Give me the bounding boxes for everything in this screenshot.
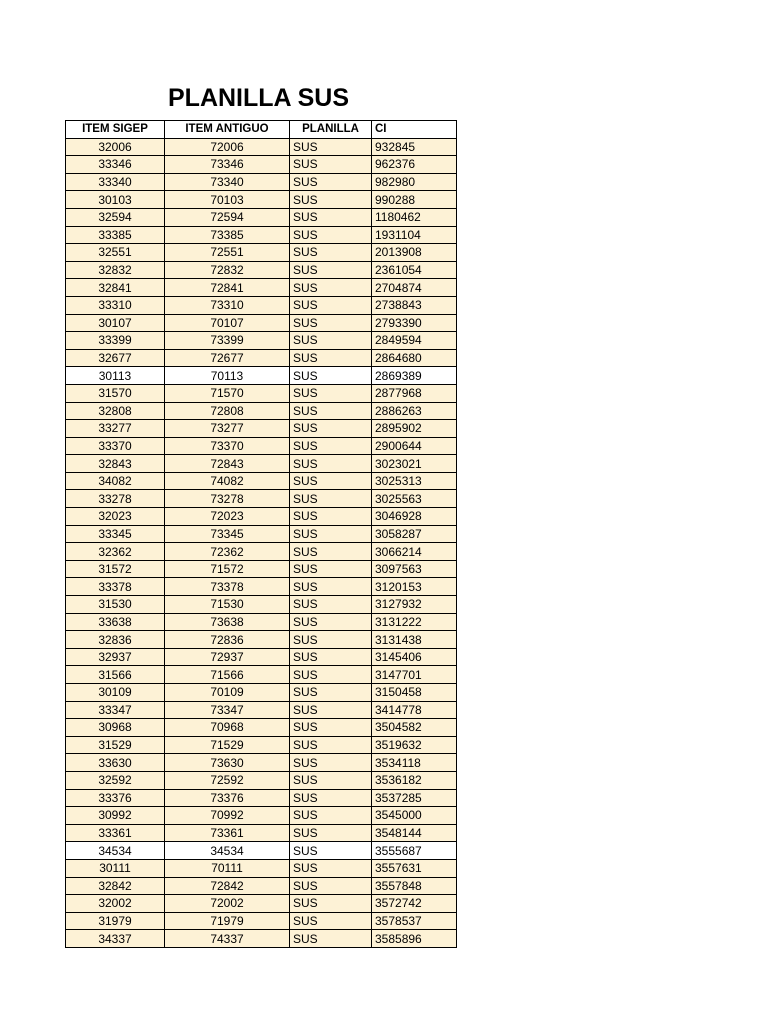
cell-item-antiguo[interactable]: 73385 — [165, 226, 290, 244]
cell-item-sigep[interactable]: 33278 — [66, 490, 165, 508]
table-row — [66, 543, 457, 561]
cell-planilla[interactable]: SUS — [290, 859, 372, 877]
cell-ci[interactable]: 2869389 — [372, 367, 457, 385]
cell-ci[interactable]: 962376 — [372, 156, 457, 174]
cell-item-sigep[interactable]: 33638 — [66, 613, 165, 631]
cell-ci[interactable]: 3066214 — [372, 543, 457, 561]
cell-item-antiguo[interactable]: 73310 — [165, 296, 290, 314]
cell-ci[interactable]: 3414778 — [372, 701, 457, 719]
cell-planilla[interactable]: SUS — [290, 648, 372, 666]
cell-item-antiguo[interactable]: 72808 — [165, 402, 290, 420]
cell-planilla[interactable]: SUS — [290, 314, 372, 332]
cell-item-antiguo[interactable]: 72023 — [165, 508, 290, 526]
cell-item-sigep[interactable]: 33340 — [66, 173, 165, 191]
cell-ci[interactable]: 3025563 — [372, 490, 457, 508]
cell-item-antiguo[interactable]: 70992 — [165, 807, 290, 825]
table-row — [66, 895, 457, 913]
cell-item-sigep[interactable]: 33399 — [66, 332, 165, 350]
cell-planilla[interactable]: SUS — [290, 631, 372, 649]
cell-item-sigep[interactable]: 30109 — [66, 684, 165, 702]
cell-item-sigep[interactable]: 33376 — [66, 789, 165, 807]
cell-ci[interactable]: 2738843 — [372, 296, 457, 314]
cell-planilla[interactable]: SUS — [290, 719, 372, 737]
table-row — [66, 296, 457, 314]
planilla-table — [65, 120, 457, 948]
cell-planilla[interactable]: SUS — [290, 384, 372, 402]
cell-item-sigep[interactable]: 31572 — [66, 560, 165, 578]
cell-planilla[interactable]: SUS — [290, 508, 372, 526]
cell-item-antiguo[interactable]: 70111 — [165, 859, 290, 877]
table-row — [66, 789, 457, 807]
header-item-sigep[interactable]: ITEM SIGEP — [66, 121, 165, 139]
cell-planilla[interactable]: SUS — [290, 349, 372, 367]
cell-planilla[interactable]: SUS — [290, 525, 372, 543]
header-item-antiguo[interactable]: ITEM ANTIGUO — [165, 121, 290, 139]
cell-item-antiguo[interactable]: 72677 — [165, 349, 290, 367]
cell-item-antiguo[interactable]: 72836 — [165, 631, 290, 649]
cell-item-antiguo[interactable]: 70113 — [165, 367, 290, 385]
cell-ci[interactable]: 3537285 — [372, 789, 457, 807]
table-row — [66, 455, 457, 473]
cell-item-sigep[interactable]: 31979 — [66, 912, 165, 930]
cell-ci[interactable]: 2849594 — [372, 332, 457, 350]
cell-planilla[interactable]: SUS — [290, 754, 372, 772]
cell-item-antiguo[interactable]: 72592 — [165, 771, 290, 789]
cell-item-sigep[interactable]: 30107 — [66, 314, 165, 332]
cell-item-sigep[interactable]: 32551 — [66, 244, 165, 262]
cell-item-sigep[interactable]: 33385 — [66, 226, 165, 244]
cell-ci[interactable]: 2877968 — [372, 384, 457, 402]
cell-ci[interactable]: 3557631 — [372, 859, 457, 877]
cell-ci[interactable]: 982980 — [372, 173, 457, 191]
cell-item-sigep[interactable]: 33277 — [66, 420, 165, 438]
cell-planilla[interactable]: SUS — [290, 895, 372, 913]
cell-item-antiguo[interactable]: 72832 — [165, 261, 290, 279]
table-row — [66, 420, 457, 438]
cell-ci[interactable]: 3150458 — [372, 684, 457, 702]
table-row — [66, 930, 457, 948]
table-row — [66, 472, 457, 490]
cell-item-antiguo[interactable]: 72551 — [165, 244, 290, 262]
cell-item-antiguo[interactable]: 72362 — [165, 543, 290, 561]
cell-planilla[interactable]: SUS — [290, 279, 372, 297]
cell-planilla[interactable]: SUS — [290, 472, 372, 490]
cell-item-sigep[interactable]: 31570 — [66, 384, 165, 402]
cell-item-sigep[interactable]: 34337 — [66, 930, 165, 948]
cell-ci[interactable]: 2895902 — [372, 420, 457, 438]
cell-item-antiguo[interactable]: 34534 — [165, 842, 290, 860]
cell-planilla[interactable]: SUS — [290, 367, 372, 385]
table-row — [66, 648, 457, 666]
table-row — [66, 261, 457, 279]
table-row — [66, 244, 457, 262]
cell-ci[interactable]: 990288 — [372, 191, 457, 209]
cell-planilla[interactable]: SUS — [290, 543, 372, 561]
cell-item-sigep[interactable]: 32002 — [66, 895, 165, 913]
cell-ci[interactable]: 3548144 — [372, 824, 457, 842]
cell-planilla[interactable]: SUS — [290, 560, 372, 578]
table-row — [66, 578, 457, 596]
table-row — [66, 824, 457, 842]
cell-item-sigep[interactable]: 32023 — [66, 508, 165, 526]
cell-planilla[interactable]: SUS — [290, 191, 372, 209]
table-row — [66, 226, 457, 244]
cell-item-antiguo[interactable]: 73378 — [165, 578, 290, 596]
table-row — [66, 279, 457, 297]
cell-item-antiguo[interactable]: 73340 — [165, 173, 290, 191]
table-row — [66, 560, 457, 578]
cell-planilla[interactable]: SUS — [290, 666, 372, 684]
cell-item-antiguo[interactable]: 73370 — [165, 437, 290, 455]
table-row — [66, 684, 457, 702]
cell-item-sigep[interactable]: 30968 — [66, 719, 165, 737]
cell-planilla[interactable]: SUS — [290, 613, 372, 631]
cell-ci[interactable]: 3557848 — [372, 877, 457, 895]
table-row — [66, 191, 457, 209]
cell-item-sigep[interactable]: 33361 — [66, 824, 165, 842]
cell-item-sigep[interactable]: 32006 — [66, 138, 165, 156]
cell-item-antiguo[interactable]: 74082 — [165, 472, 290, 490]
cell-planilla[interactable]: SUS — [290, 701, 372, 719]
table-row — [66, 613, 457, 631]
cell-planilla[interactable]: SUS — [290, 912, 372, 930]
cell-item-sigep[interactable]: 30103 — [66, 191, 165, 209]
cell-item-antiguo[interactable]: 73277 — [165, 420, 290, 438]
cell-ci[interactable]: 2864680 — [372, 349, 457, 367]
cell-item-antiguo[interactable]: 70107 — [165, 314, 290, 332]
cell-item-antiguo[interactable]: 71566 — [165, 666, 290, 684]
cell-ci[interactable]: 1931104 — [372, 226, 457, 244]
cell-planilla[interactable]: SUS — [290, 437, 372, 455]
cell-item-antiguo[interactable]: 72841 — [165, 279, 290, 297]
cell-item-antiguo[interactable]: 70968 — [165, 719, 290, 737]
cell-planilla[interactable]: SUS — [290, 578, 372, 596]
cell-planilla[interactable]: SUS — [290, 156, 372, 174]
cell-item-sigep[interactable]: 33630 — [66, 754, 165, 772]
page-title: PLANILLA SUS — [168, 84, 350, 112]
cell-planilla[interactable]: SUS — [290, 877, 372, 895]
cell-ci[interactable]: 2793390 — [372, 314, 457, 332]
cell-item-antiguo[interactable]: 72002 — [165, 895, 290, 913]
cell-ci[interactable]: 932845 — [372, 138, 457, 156]
cell-ci[interactable]: 3147701 — [372, 666, 457, 684]
cell-ci[interactable]: 3131438 — [372, 631, 457, 649]
cell-planilla[interactable]: SUS — [290, 490, 372, 508]
cell-item-antiguo[interactable]: 73278 — [165, 490, 290, 508]
cell-item-antiguo[interactable]: 72594 — [165, 208, 290, 226]
header-ci[interactable]: CI — [372, 121, 457, 139]
table-row — [66, 877, 457, 895]
cell-item-sigep[interactable]: 33347 — [66, 701, 165, 719]
table-row — [66, 490, 457, 508]
table-row — [66, 173, 457, 191]
cell-item-sigep[interactable]: 33310 — [66, 296, 165, 314]
table-row — [66, 719, 457, 737]
cell-item-antiguo[interactable]: 73399 — [165, 332, 290, 350]
table-row — [66, 367, 457, 385]
cell-ci[interactable]: 3097563 — [372, 560, 457, 578]
cell-item-sigep[interactable]: 32677 — [66, 349, 165, 367]
cell-ci[interactable]: 3545000 — [372, 807, 457, 825]
table-row — [66, 508, 457, 526]
table-row — [66, 807, 457, 825]
cell-item-sigep[interactable]: 32841 — [66, 279, 165, 297]
cell-item-antiguo[interactable]: 73361 — [165, 824, 290, 842]
table-row — [66, 701, 457, 719]
cell-ci[interactable]: 3058287 — [372, 525, 457, 543]
cell-ci[interactable]: 2361054 — [372, 261, 457, 279]
cell-item-antiguo[interactable]: 71530 — [165, 596, 290, 614]
cell-item-sigep[interactable]: 32808 — [66, 402, 165, 420]
cell-ci[interactable]: 2886263 — [372, 402, 457, 420]
table-row — [66, 842, 457, 860]
cell-planilla[interactable]: SUS — [290, 596, 372, 614]
table-row — [66, 384, 457, 402]
cell-planilla[interactable]: SUS — [290, 736, 372, 754]
cell-planilla[interactable]: SUS — [290, 684, 372, 702]
cell-item-antiguo[interactable]: 71570 — [165, 384, 290, 402]
cell-planilla[interactable]: SUS — [290, 420, 372, 438]
cell-item-antiguo[interactable]: 74337 — [165, 930, 290, 948]
cell-item-sigep[interactable]: 31529 — [66, 736, 165, 754]
cell-planilla[interactable]: SUS — [290, 930, 372, 948]
table-row — [66, 631, 457, 649]
table-row — [66, 349, 457, 367]
cell-item-sigep[interactable]: 32832 — [66, 261, 165, 279]
cell-item-antiguo[interactable]: 71979 — [165, 912, 290, 930]
cell-item-sigep[interactable]: 32937 — [66, 648, 165, 666]
cell-planilla[interactable]: SUS — [290, 296, 372, 314]
table-row — [66, 437, 457, 455]
cell-item-antiguo[interactable]: 73638 — [165, 613, 290, 631]
cell-item-sigep[interactable]: 32836 — [66, 631, 165, 649]
cell-ci[interactable]: 3023021 — [372, 455, 457, 473]
cell-item-antiguo[interactable]: 70109 — [165, 684, 290, 702]
cell-planilla[interactable]: SUS — [290, 807, 372, 825]
cell-planilla[interactable]: SUS — [290, 208, 372, 226]
cell-ci[interactable]: 1180462 — [372, 208, 457, 226]
cell-item-sigep[interactable]: 33378 — [66, 578, 165, 596]
cell-item-sigep[interactable]: 31530 — [66, 596, 165, 614]
cell-item-antiguo[interactable]: 73346 — [165, 156, 290, 174]
cell-item-sigep[interactable]: 33345 — [66, 525, 165, 543]
cell-ci[interactable]: 3585896 — [372, 930, 457, 948]
cell-planilla[interactable]: SUS — [290, 455, 372, 473]
cell-ci[interactable]: 3536182 — [372, 771, 457, 789]
cell-item-sigep[interactable]: 32362 — [66, 543, 165, 561]
cell-ci[interactable]: 3025313 — [372, 472, 457, 490]
header-row — [66, 121, 457, 139]
cell-planilla[interactable]: SUS — [290, 842, 372, 860]
cell-item-sigep[interactable]: 30111 — [66, 859, 165, 877]
table-row — [66, 596, 457, 614]
cell-item-sigep[interactable]: 31566 — [66, 666, 165, 684]
cell-item-antiguo[interactable]: 72006 — [165, 138, 290, 156]
table-row — [66, 332, 457, 350]
cell-item-antiguo[interactable]: 70103 — [165, 191, 290, 209]
cell-item-antiguo[interactable]: 73630 — [165, 754, 290, 772]
table-row — [66, 912, 457, 930]
cell-ci[interactable]: 3572742 — [372, 895, 457, 913]
cell-planilla[interactable]: SUS — [290, 226, 372, 244]
cell-item-antiguo[interactable]: 72937 — [165, 648, 290, 666]
table-row — [66, 402, 457, 420]
cell-ci[interactable]: 3504582 — [372, 719, 457, 737]
cell-ci[interactable]: 3131222 — [372, 613, 457, 631]
cell-item-sigep[interactable]: 34082 — [66, 472, 165, 490]
cell-item-antiguo[interactable]: 73345 — [165, 525, 290, 543]
cell-ci[interactable]: 3555687 — [372, 842, 457, 860]
header-planilla[interactable]: PLANILLA — [290, 121, 372, 139]
table-row — [66, 666, 457, 684]
cell-ci[interactable]: 3127932 — [372, 596, 457, 614]
cell-ci[interactable]: 3534118 — [372, 754, 457, 772]
table-row — [66, 156, 457, 174]
cell-planilla[interactable]: SUS — [290, 824, 372, 842]
cell-item-antiguo[interactable]: 72842 — [165, 877, 290, 895]
cell-item-antiguo[interactable]: 71572 — [165, 560, 290, 578]
cell-item-antiguo[interactable]: 73347 — [165, 701, 290, 719]
table-row — [66, 314, 457, 332]
cell-ci[interactable]: 3145406 — [372, 648, 457, 666]
cell-item-antiguo[interactable]: 72843 — [165, 455, 290, 473]
cell-item-sigep[interactable]: 32842 — [66, 877, 165, 895]
table-row — [66, 754, 457, 772]
table-row — [66, 208, 457, 226]
cell-ci[interactable]: 3578537 — [372, 912, 457, 930]
table-row — [66, 525, 457, 543]
table-row — [66, 859, 457, 877]
cell-planilla[interactable]: SUS — [290, 173, 372, 191]
cell-planilla[interactable]: SUS — [290, 332, 372, 350]
cell-ci[interactable]: 3120153 — [372, 578, 457, 596]
cell-planilla[interactable]: SUS — [290, 789, 372, 807]
cell-item-sigep[interactable]: 32843 — [66, 455, 165, 473]
cell-planilla[interactable]: SUS — [290, 261, 372, 279]
cell-planilla[interactable]: SUS — [290, 402, 372, 420]
table-row — [66, 736, 457, 754]
cell-ci[interactable]: 2704874 — [372, 279, 457, 297]
cell-item-sigep[interactable]: 32592 — [66, 771, 165, 789]
cell-item-antiguo[interactable]: 73376 — [165, 789, 290, 807]
cell-planilla[interactable]: SUS — [290, 138, 372, 156]
table-body — [66, 138, 457, 947]
table-row — [66, 138, 457, 156]
cell-item-sigep[interactable]: 30992 — [66, 807, 165, 825]
cell-ci[interactable]: 3046928 — [372, 508, 457, 526]
cell-item-sigep[interactable]: 32594 — [66, 208, 165, 226]
cell-planilla[interactable]: SUS — [290, 244, 372, 262]
cell-ci[interactable]: 3519632 — [372, 736, 457, 754]
cell-item-antiguo[interactable]: 71529 — [165, 736, 290, 754]
cell-ci[interactable]: 2013908 — [372, 244, 457, 262]
cell-item-sigep[interactable]: 33346 — [66, 156, 165, 174]
cell-planilla[interactable]: SUS — [290, 771, 372, 789]
cell-ci[interactable]: 2900644 — [372, 437, 457, 455]
table-row — [66, 771, 457, 789]
cell-item-sigep[interactable]: 34534 — [66, 842, 165, 860]
cell-item-sigep[interactable]: 33370 — [66, 437, 165, 455]
cell-item-sigep[interactable]: 30113 — [66, 367, 165, 385]
